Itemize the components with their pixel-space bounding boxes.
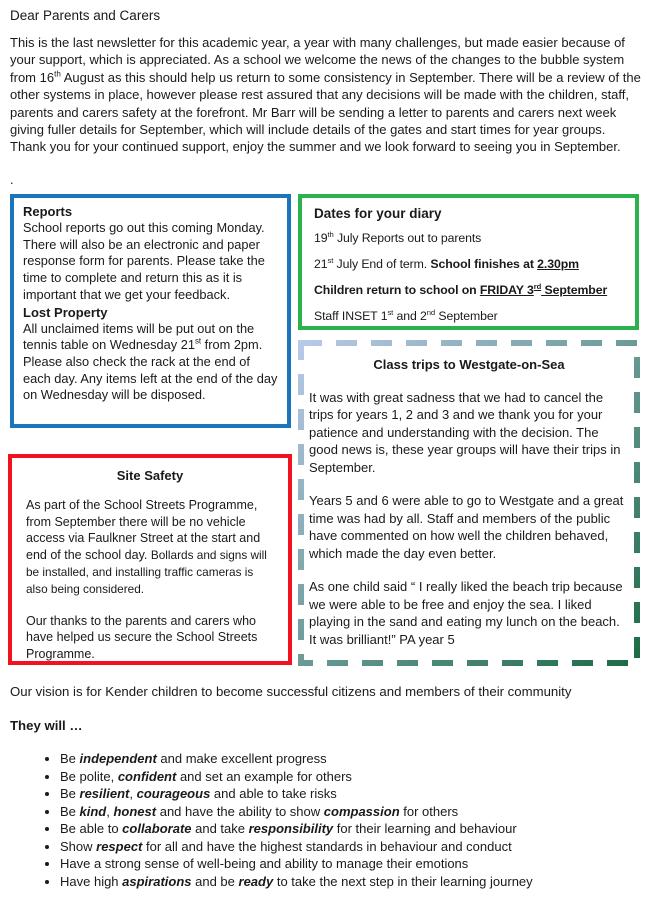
- vision-statement: Our vision is for Kender children to become successful citizens and members of their community: [10, 684, 572, 699]
- trips-quote: As one child said “ I really liked the beach trip because we were able to be free and enjoy the sea. I liked playing in the sand and eating my lunch on the beach. It was brilliant!” PA year 5: [309, 579, 623, 647]
- salutation: Dear Parents and Carers: [10, 8, 161, 23]
- trips-paragraph: Years 5 and 6 were able to go to Westgate and a great time was had by all. Staff and members of the public have commented on how well the children behaved, which made the day even better.: [309, 493, 624, 561]
- vision-bullet: • Show respect for all and have the highest standards in behaviour and conduct: [60, 838, 647, 856]
- lost-property-body: All unclaimed items will be put out on the tennis table on Wednesday 21st from 2pm. Please also check the rack at the end of each day. Any items left at the end of the day on Wednesday will be disposed.: [23, 320, 278, 403]
- reports-box: [10, 194, 291, 428]
- dates-heading: Dates for your diary: [314, 206, 442, 221]
- vision-bullet: • Have a strong sense of well-being and ability to manage their emotions: [60, 855, 647, 873]
- vision-bullets: [10, 750, 647, 890]
- trips-box: [298, 340, 640, 666]
- vision-bullet: • Be resilient, courageous and able to take risks: [60, 785, 647, 803]
- trips-heading: Class trips to Westgate-on-Sea: [373, 357, 565, 372]
- vision-bullet: • Be able to collaborate and take responsibility for their learning and behaviour: [60, 820, 647, 838]
- lost-property-heading: Lost Property: [23, 304, 108, 320]
- dates-line: 21st July End of term. School finishes at 2.30pm: [314, 255, 579, 271]
- dates-box: [298, 194, 639, 330]
- site-safety-heading: Site Safety: [116, 468, 184, 483]
- site-safety-box: [8, 454, 292, 665]
- vision-bullet: • Be kind, honest and have the ability to show compassion for others: [60, 803, 647, 821]
- site-safety-paragraph: Our thanks to the parents and carers who have helped us secure the School Streets Programme.: [26, 613, 258, 662]
- dates-line: 19th July Reports out to parents: [314, 229, 482, 245]
- reports-heading: Reports: [23, 204, 73, 219]
- vision-bullet: • Have high aspirations and be ready to take the next step in their learning journey: [60, 873, 647, 891]
- vision-bullet: • Be polite, confident and set an example for others: [60, 768, 647, 786]
- they-will-heading: They will …: [10, 718, 83, 733]
- intro-paragraph: This is the last newsletter for this academic year, a year with many challenges, but made easier because of your support, which is appreciated. As a school we welcome the news of the changes to the bubble system from 16th August as this should help us return to some consistency in September. There will be a review of the other systems in place, however please rest assured that any decisions will be made with the children, staff, parents and carers safety at the forefront. Mr Barr will be sending a letter to parents and carers next week giving fuller details for September, which will include details of the gates and start times for year groups. Thank you for your continued support, enjoy the summer and we look forward to seeing you in September.: [10, 35, 641, 155]
- trips-paragraph: It was with great sadness that we had to cancel the trips for years 1, 2 and 3 and we thank you for your patience and understanding with the decision. The good news is, these year groups will have their trips in September.: [309, 389, 621, 475]
- dates-line: Children return to school on FRIDAY 3rd September: [314, 281, 608, 297]
- site-safety-paragraph: As part of the School Streets Programme, from September there will be no vehicle access via Faulkner Street at the start and end of the school day. Bollards and signs will be installed, and installing traffic cameras is also being considered.: [26, 497, 267, 596]
- stray-period: .: [10, 172, 14, 187]
- vision-bullet: • Be independent and make excellent progress: [60, 750, 647, 768]
- dates-line: Staff INSET 1st and 2nd September: [314, 307, 498, 323]
- reports-body: School reports go out this coming Monday. There will also be an electronic and paper response form for parents. Please take the time to complete and return this as it is important that we get your feedback.: [23, 220, 265, 302]
